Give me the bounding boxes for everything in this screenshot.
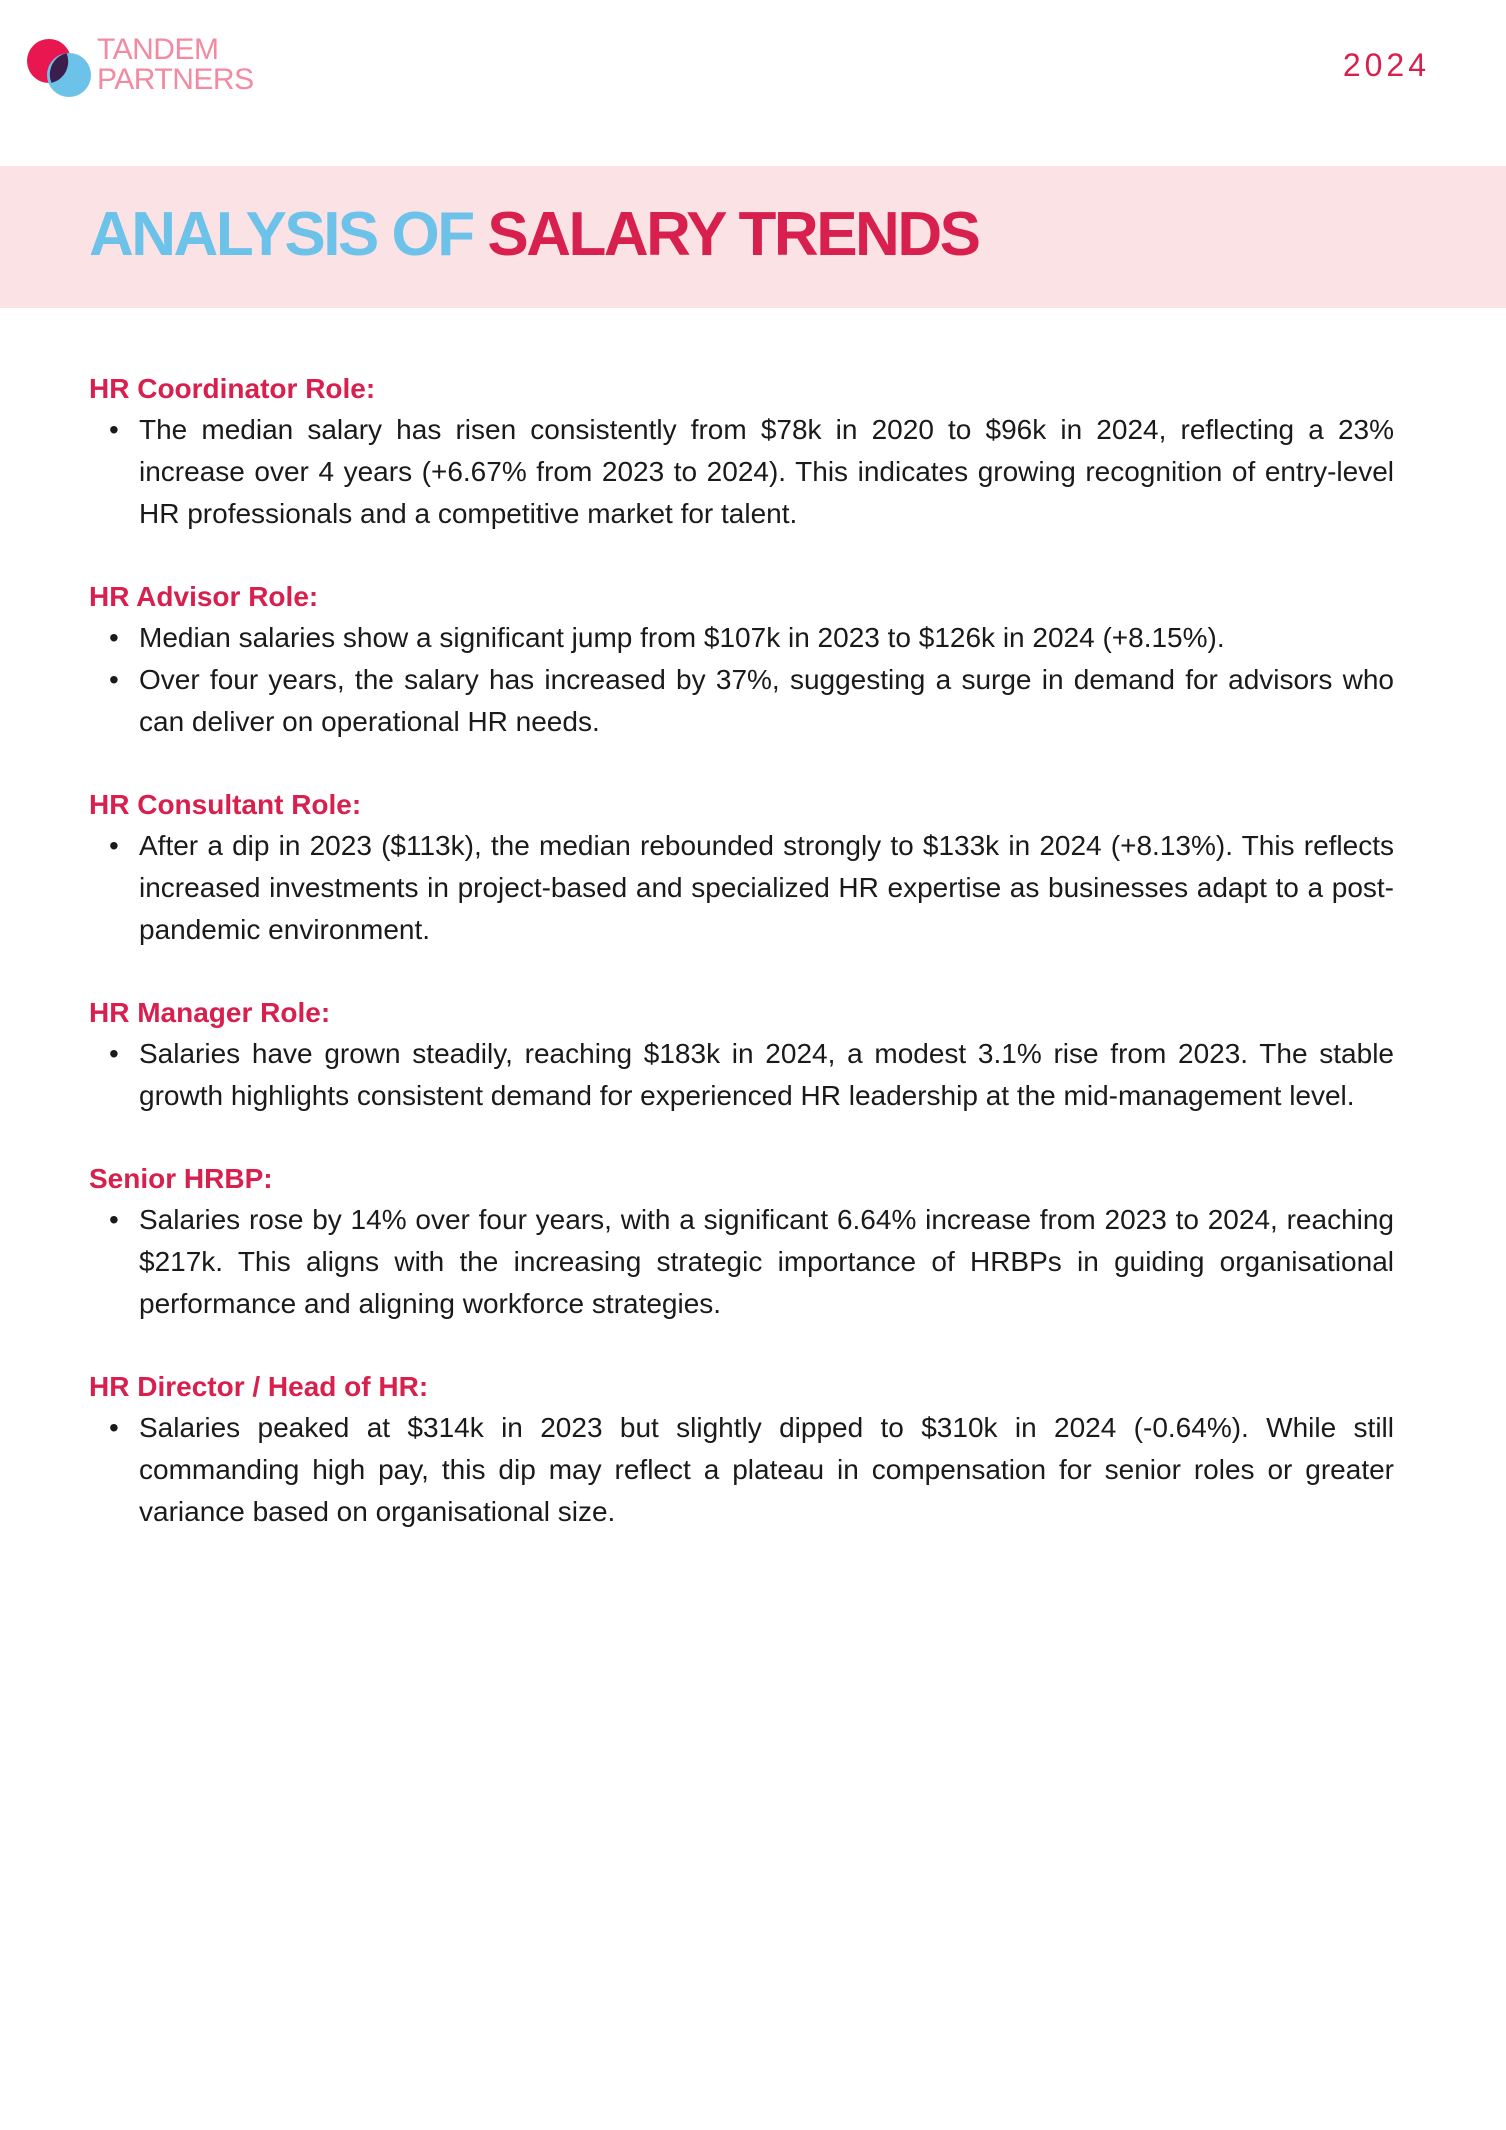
bullet-list — [89, 1407, 1394, 1533]
section-hr-coordinator — [89, 369, 1394, 535]
bullet-list — [89, 825, 1394, 951]
list-item — [109, 1199, 1394, 1325]
list-item-text: The median salary has risen consistently from $78k in 2020 to $96k in 2024, reflecting a 23% increase over 4 years (+6.67% from 2023 to 2024). This indicates growing recognition of entry-level HR professionals and a competitive market for talent. — [139, 414, 1394, 529]
bullet-icon: • — [109, 1412, 119, 1443]
bullet-icon: • — [109, 664, 119, 695]
list-item-text: Salaries peaked at $314k in 2023 but slightly dipped to $310k in 2024 (-0.64%). While still commanding high pay, this dip may reflect a plateau in compensation for senior roles or greater variance based on organisational size. — [139, 1412, 1394, 1527]
logo-line-1: TANDEM — [97, 33, 219, 66]
section-heading: HR Coordinator Role: — [89, 373, 376, 404]
company-logo — [25, 35, 285, 105]
bullet-icon: • — [109, 830, 119, 861]
list-item — [109, 409, 1394, 535]
list-item-text: Salaries rose by 14% over four years, with a significant 6.64% increase from 2023 to 2024, reaching $217k. This aligns with the increasing strategic importance of HRBPs in guiding organisational performance and aligning workforce strategies. — [139, 1204, 1394, 1319]
list-item — [109, 825, 1394, 951]
list-item-text: Salaries have grown steadily, reaching $183k in 2024, a modest 3.1% rise from 2023. The stable growth highlights consistent demand for experienced HR leadership at the mid-management level. — [139, 1038, 1394, 1111]
page-title — [89, 200, 978, 270]
section-hr-advisor — [89, 577, 1394, 743]
analysis-content — [89, 369, 1394, 1575]
section-heading: HR Manager Role: — [89, 997, 331, 1028]
bullet-list — [89, 617, 1394, 743]
list-item-text: Median salaries show a significant jump from $107k in 2023 to $126k in 2024 (+8.15%). — [139, 622, 1225, 653]
logo-wordmark — [97, 35, 254, 95]
bullet-icon: • — [109, 1038, 119, 1069]
section-hr-director — [89, 1367, 1394, 1533]
section-heading: Senior HRBP: — [89, 1163, 273, 1194]
section-heading: HR Director / Head of HR: — [89, 1371, 429, 1402]
section-heading: HR Advisor Role: — [89, 581, 319, 612]
bullet-icon: • — [109, 1204, 119, 1235]
report-year: 2024 — [1342, 47, 1430, 83]
bullet-icon: • — [109, 414, 119, 445]
bullet-list — [89, 409, 1394, 535]
section-hr-consultant — [89, 785, 1394, 951]
list-item-text: Over four years, the salary has increased by 37%, suggesting a surge in demand for advisors who can deliver on operational HR needs. — [139, 664, 1394, 737]
list-item-text: After a dip in 2023 ($113k), the median rebounded strongly to $133k in 2024 (+8.13%). This reflects increased investments in project-based and specialized HR expertise as businesses adapt to a post-pandemic environment. — [139, 830, 1394, 945]
list-item — [109, 1033, 1394, 1117]
bullet-list — [89, 1033, 1394, 1117]
logo-line-2: PARTNERS — [97, 63, 254, 96]
page-title-part-1: ANALYSIS OF — [89, 200, 488, 269]
section-senior-hrbp — [89, 1159, 1394, 1325]
overlapping-circles-logo-icon — [25, 37, 101, 99]
list-item — [109, 659, 1394, 743]
bullet-icon: • — [109, 622, 119, 653]
title-banner — [0, 166, 1506, 308]
section-hr-manager — [89, 993, 1394, 1117]
bullet-list — [89, 1199, 1394, 1325]
section-heading: HR Consultant Role: — [89, 789, 362, 820]
list-item — [109, 617, 1394, 659]
page-title-part-2: SALARY TRENDS — [487, 200, 979, 269]
list-item — [109, 1407, 1394, 1533]
